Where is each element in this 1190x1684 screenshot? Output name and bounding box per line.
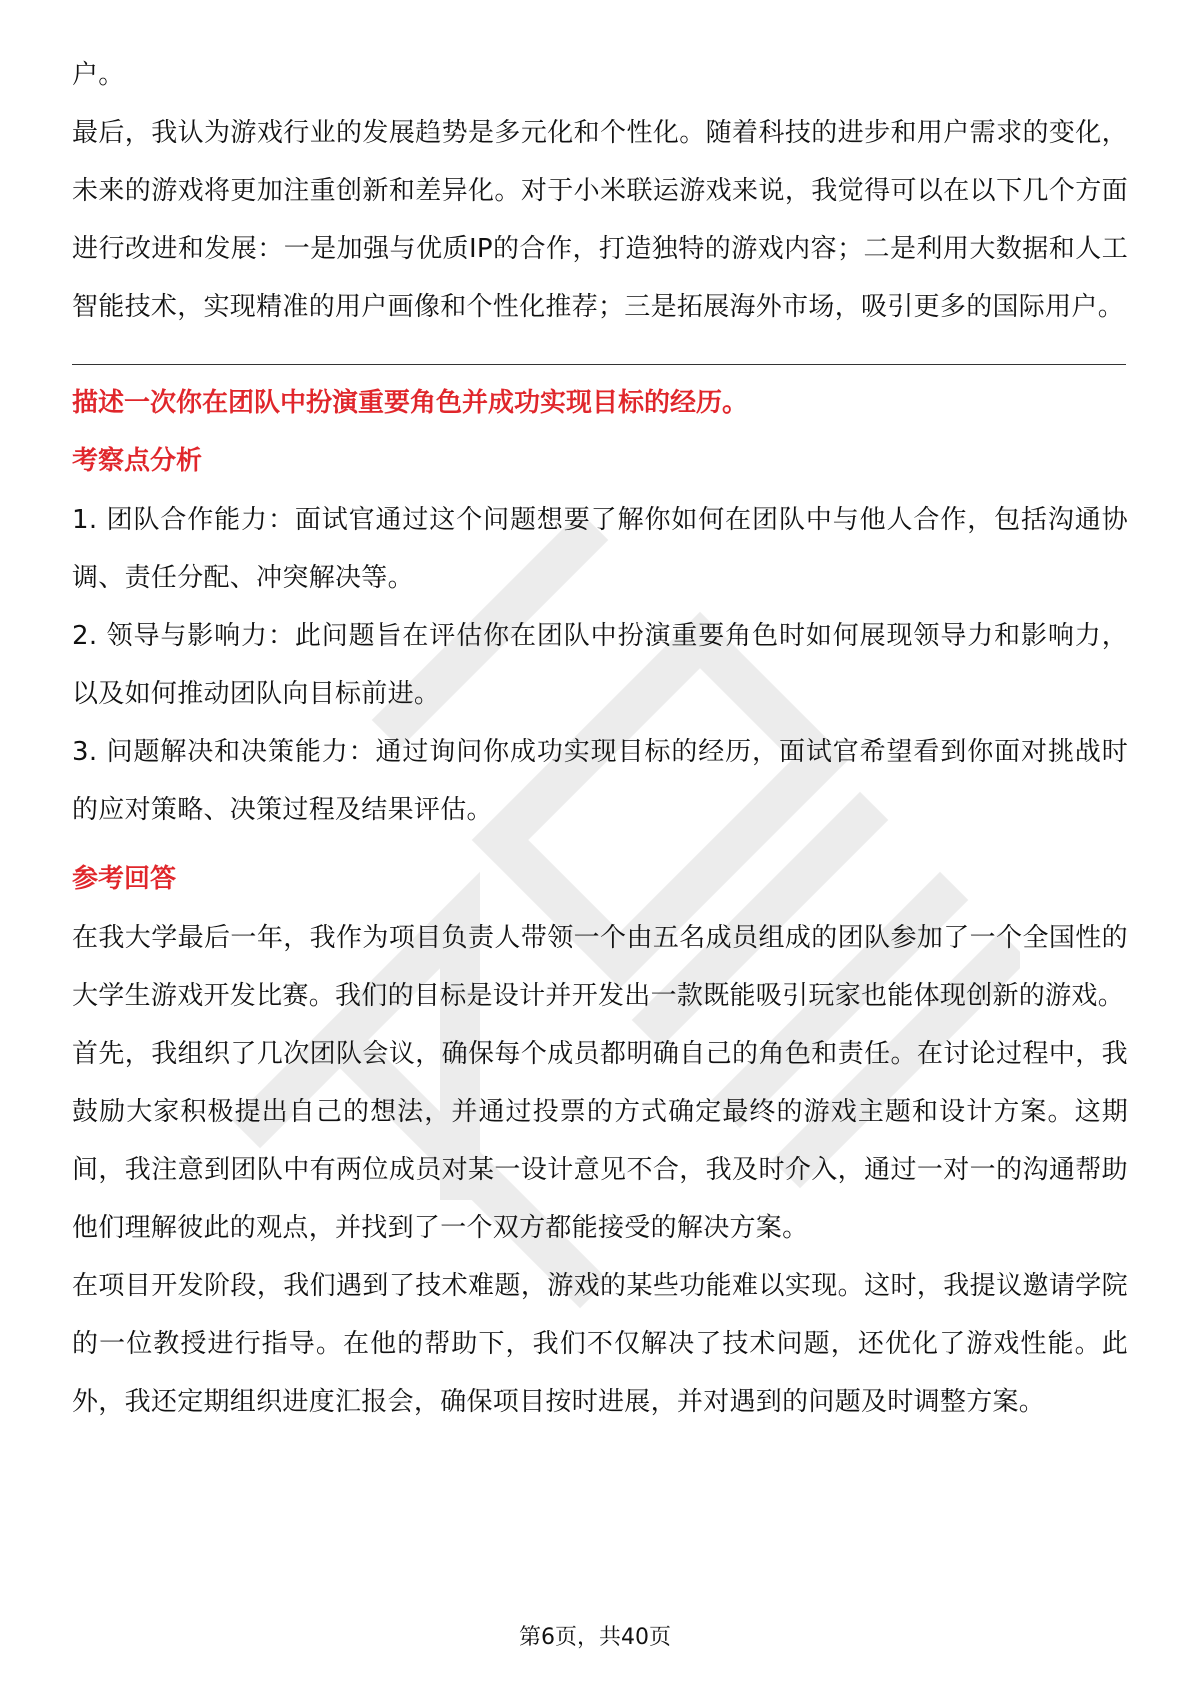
question-title: 描述一次你在团队中扮演重要角色并成功实现目标的经历。 <box>72 388 749 418</box>
analysis-item-1: 1. 团队合作能力：面试官通过这个问题想要了解你如何在团队中与他人合作，包括沟通协调、责任分配、冲突解决等。 <box>72 505 1128 593</box>
intro-paragraph-2: 最后，我认为游戏行业的发展趋势是多元化和个性化。随着科技的进步和用户需求的变化，未来的游戏将更加注重创新和差异化。对于小米联运游戏来说，我觉得可以在以下几个方面进行改进和发展：一是加强与优质IP的合作，打造独特的游戏内容；二是利用大数据和人工智能技术，实现精准的用户画像和个性化推荐；三是拓展海外市场，吸引更多的国际用户。 <box>72 118 1128 322</box>
answer-heading: 参考回答 <box>72 864 177 894</box>
page-number-footer: 第6页，共40页 <box>519 1625 671 1650</box>
analysis-item-3: 3. 问题解决和决策能力：通过询问你成功实现目标的经历，面试官希望看到你面对挑战时的应对策略、决策过程及结果评估。 <box>72 737 1128 825</box>
section-divider <box>72 364 1126 365</box>
analysis-heading: 考察点分析 <box>72 446 203 476</box>
answer-paragraph-3: 在项目开发阶段，我们遇到了技术难题，游戏的某些功能难以实现。这时，我提议邀请学院的一位教授进行指导。在他的帮助下，我们不仅解决了技术问题，还优化了游戏性能。此外，我还定期组织进度汇报会，确保项目按时进展，并对遇到的问题及时调整方案。 <box>72 1271 1128 1417</box>
answer-paragraph-2: 首先，我组织了几次团队会议，确保每个成员都明确自己的角色和责任。在讨论过程中，我鼓励大家积极提出自己的想法，并通过投票的方式确定最终的游戏主题和设计方案。这期间，我注意到团队中有两位成员对某一设计意见不合，我及时介入，通过一对一的沟通帮助他们理解彼此的观点，并找到了一个双方都能接受的解决方案。 <box>72 1039 1128 1243</box>
document-page <box>72 46 1128 1431</box>
answer-paragraph-1: 在我大学最后一年，我作为项目负责人带领一个由五名成员组成的团队参加了一个全国性的大学生游戏开发比赛。我们的目标是设计并开发出一款既能吸引玩家也能体现创新的游戏。 <box>72 923 1128 1011</box>
intro-paragraph-1: 户。 <box>72 60 125 90</box>
analysis-item-2: 2. 领导与影响力：此问题旨在评估你在团队中扮演重要角色时如何展现领导力和影响力，以及如何推动团队向目标前进。 <box>72 621 1128 709</box>
